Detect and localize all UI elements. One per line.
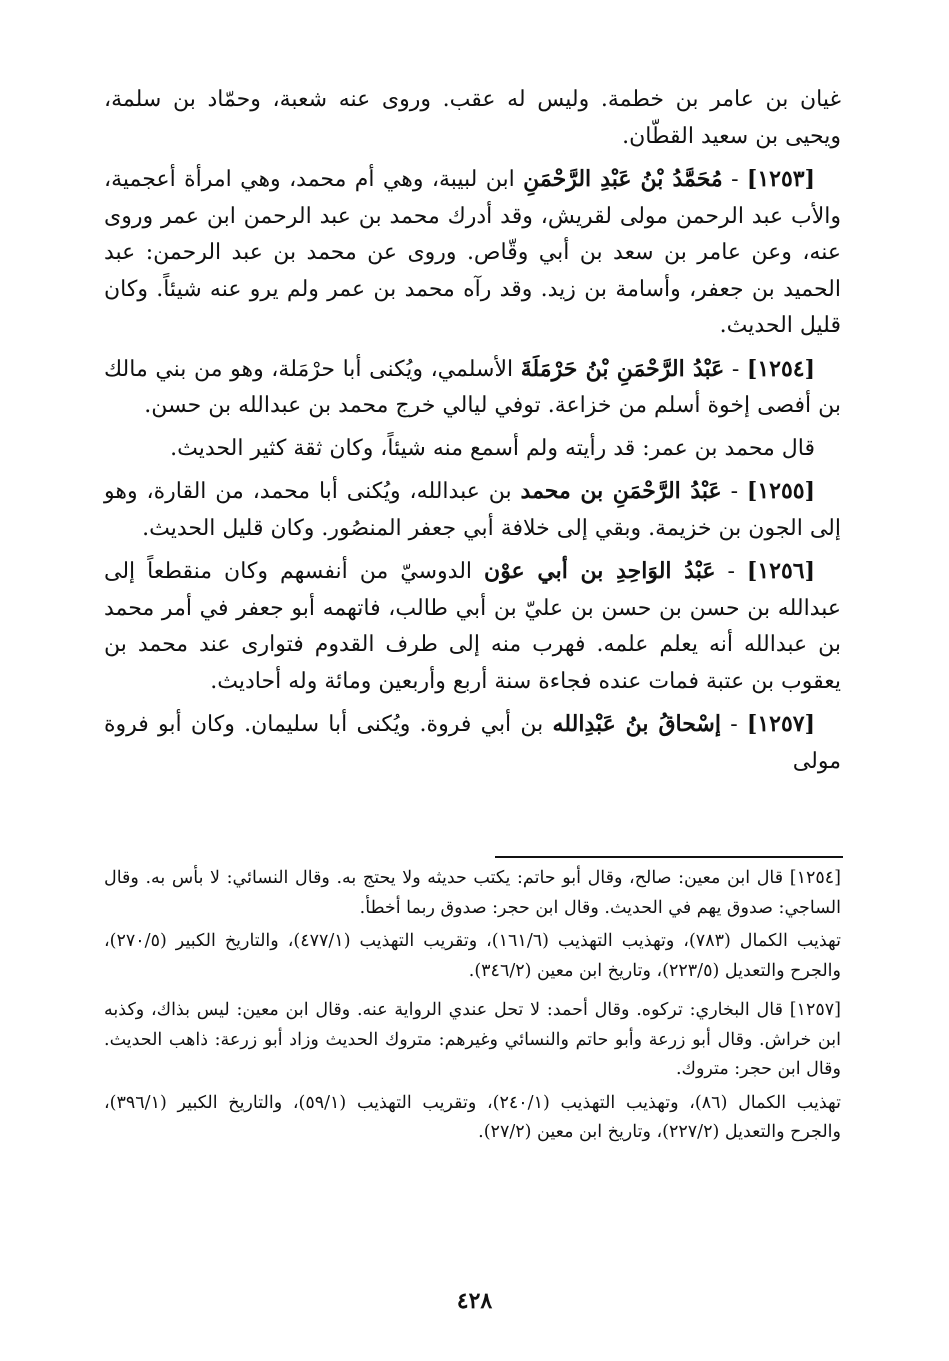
footnote-1257-sources: تهذيب الكمال (٨٦)، وتهذيب التهذيب (٢٤٠/١)، وتقريب التهذيب (٥٩/١)، والتاريخ الكبير (٣٩٦/١)، والجرح والتعديل (٢٢٧/٢)، وتاريخ ابن معين (٢٧/٢). bbox=[104, 1092, 841, 1142]
entry-text: الأسلمي، ويُكنى أبا حرْمَلة، وهو من بني مالك بن أفصى إخوة أسلم من خزاعة. توفي ليالي خرج محمد بن عبدالله بن حسن. bbox=[104, 356, 841, 418]
entry-name: عَبْدُ الوَاحِدِ بن أبي عوْن bbox=[484, 558, 716, 584]
footnote-number: [١٢٥٧] bbox=[789, 1000, 841, 1020]
entry-name: عَبْدُ الرَّحْمَنِ بْنُ حَرْمَلَةَ bbox=[520, 355, 725, 382]
entry-1254: [١٢٥٤] - عَبْدُ الرَّحْمَنِ بْنُ حَرْمَلَةَ الأسلمي، ويُكنى أبا حرْمَلة، وهو من بني مالك بن أفصى إخوة أسلم من خزاعة. توفي ليالي خرج محمد بن عبدالله بن حسن. bbox=[104, 355, 841, 418]
entry-number: [١٢٥٤] bbox=[746, 355, 816, 382]
entry-1254-quote: قال محمد بن عمر: قد رأيته ولم أسمع منه شيئاً، وكان ثقة كثير الحديث. bbox=[170, 435, 815, 461]
footnote-divider bbox=[495, 856, 843, 858]
entry-number: [١٢٥٣] bbox=[746, 166, 816, 192]
entry-text: بن أبي فروة. ويُكنى أبا سليمان. وكان أبو فروة مولى bbox=[104, 712, 841, 774]
footnotes bbox=[104, 864, 841, 1158]
entry-number: [١٢٥٦] bbox=[746, 558, 816, 584]
footnote-1254-sources: تهذيب الكمال (٧٨٣)، وتهذيب التهذيب (١٦١/٦)، وتقريب التهذيب (٤٧٧/١)، والتاريخ الكبير (٢٧٠/٥)، والجرح والتعديل (٢٢٣/٥)، وتاريخ ابن معين (٣٤٦/٢). bbox=[104, 931, 841, 981]
entry-1257: [١٢٥٧] - إسْحاقُ بنُ عَبْدِالله بن أبي فروة. ويُكنى أبا سليمان. وكان أبو فروة مولى bbox=[104, 711, 841, 774]
entry-1256: [١٢٥٦] - عَبْدُ الوَاحِدِ بن أبي عوْن الدوسيّ من أنفسهم وكان منقطعاً إلى عبدالله بن حسن بن حسن بن عليّ بن أبي طالب، فاتهمه أبو جعفر في أمر محمد بن عبدالله أنه يعلم علمه. فهرب منه إلى طرف القدوم فتوارى عند محمد بن يعقوب بن عتبة فمات عنده فجاءة سنة أربع وأربعين ومائة وله أحاديث. bbox=[104, 558, 841, 694]
entry-name: مُحَمَّدُ بْنُ عَبْدِ الرَّحْمَنِ bbox=[523, 166, 723, 192]
entry-number: [١٢٥٧] bbox=[746, 711, 815, 737]
footnote-text: قال ابن معين: صالح، وقال أبو حاتم: يكتب حديثه ولا يحتج به. وقال النسائي: لا بأس به. وقال الساجي: صدوق يهم في الحديث. وقال ابن حجر: صدوق ربما أخطأ. bbox=[104, 868, 841, 918]
entry-text: ابن لبيبة، وهي أم محمد، وهي امرأة أعجمية، والأب عبد الرحمن مولى لقريش، وقد أدرك محمد بن عبد الرحمن ابن عمر وروى عنه، وعن عامر بن سعد بن أبي وقّاص. وروى عن محمد بن عبد الرحمن: عبد الحميد بن جعفر، وأسامة بن زيد. وقد رآه محمد بن عمر ولم يرو عنه شيئاً. وكان قليل الحديث. bbox=[104, 167, 841, 338]
footnote-text: قال البخاري: تركوه. وقال أحمد: لا تحل عندي الرواية عنه. وقال ابن معين: ليس بذاك، وكذبه ابن خراش. وقال أبو زرعة وأبو حاتم والنسائي وغيرهم: متروك الحديث وزاد أبو زرعة: ذاهب الحديث. وقال ابن حجر: متروك. bbox=[104, 1000, 841, 1079]
entry-text: بن عبدالله، ويُكنى أبا محمد، من القارة، وهو إلى الجون بن خزيمة. وبقي إلى خلافة أبي جعفر المنصُور. وكان قليل الحديث. bbox=[104, 479, 841, 541]
continued-paragraph: غيان بن عامر بن خطمة. وليس له عقب. وروى عنه شعبة، وحمّاد بن سلمة، ويحيى بن سعيد القطّان. bbox=[104, 87, 841, 149]
footnote-1257 bbox=[104, 996, 841, 1085]
entry-number: [١٢٥٥] bbox=[746, 478, 816, 504]
main-text bbox=[104, 82, 841, 786]
entry-1255: [١٢٥٥] - عَبْدُ الرَّحْمَنِ بن محمد بن عبدالله، ويُكنى أبا محمد، من القارة، وهو إلى الجون بن خزيمة. وبقي إلى خلافة أبي جعفر المنصُور. وكان قليل الحديث. bbox=[104, 478, 841, 541]
entry-1253: [١٢٥٣] - مُحَمَّدُ بْنُ عَبْدِ الرَّحْمَنِ ابن لبيبة، وهي أم محمد، وهي امرأة أعجمية، والأب عبد الرحمن مولى لقريش، وقد أدرك محمد بن عبد الرحمن ابن عمر وروى عنه، وعن عامر بن سعد بن أبي وقّاص. وروى عن محمد بن عبد الرحمن: عبد الحميد بن جعفر، وأسامة بن زيد. وقد رآه محمد بن عمر ولم يرو عنه شيئاً. وكان قليل الحديث. bbox=[104, 166, 841, 338]
entry-name: إسْحاقُ بنُ عَبْدِالله bbox=[552, 711, 721, 737]
footnote-1254 bbox=[104, 864, 841, 923]
entry-name: عَبْدُ الرَّحْمَنِ بن محمد bbox=[520, 478, 722, 504]
footnote-number: [١٢٥٤] bbox=[789, 868, 841, 888]
entry-text: الدوسيّ من أنفسهم وكان منقطعاً إلى عبدالله بن حسن بن حسن بن عليّ بن أبي طالب، فاتهمه أبو جعفر في أمر محمد بن عبدالله أنه يعلم علمه. فهرب منه إلى طرف القدوم فتوارى عند محمد بن يعقوب بن عتبة فمات عنده فجاءة سنة أربع وأربعين ومائة وله أحاديث. bbox=[104, 559, 841, 694]
page-number: ٤٢٨ bbox=[456, 1288, 493, 1314]
